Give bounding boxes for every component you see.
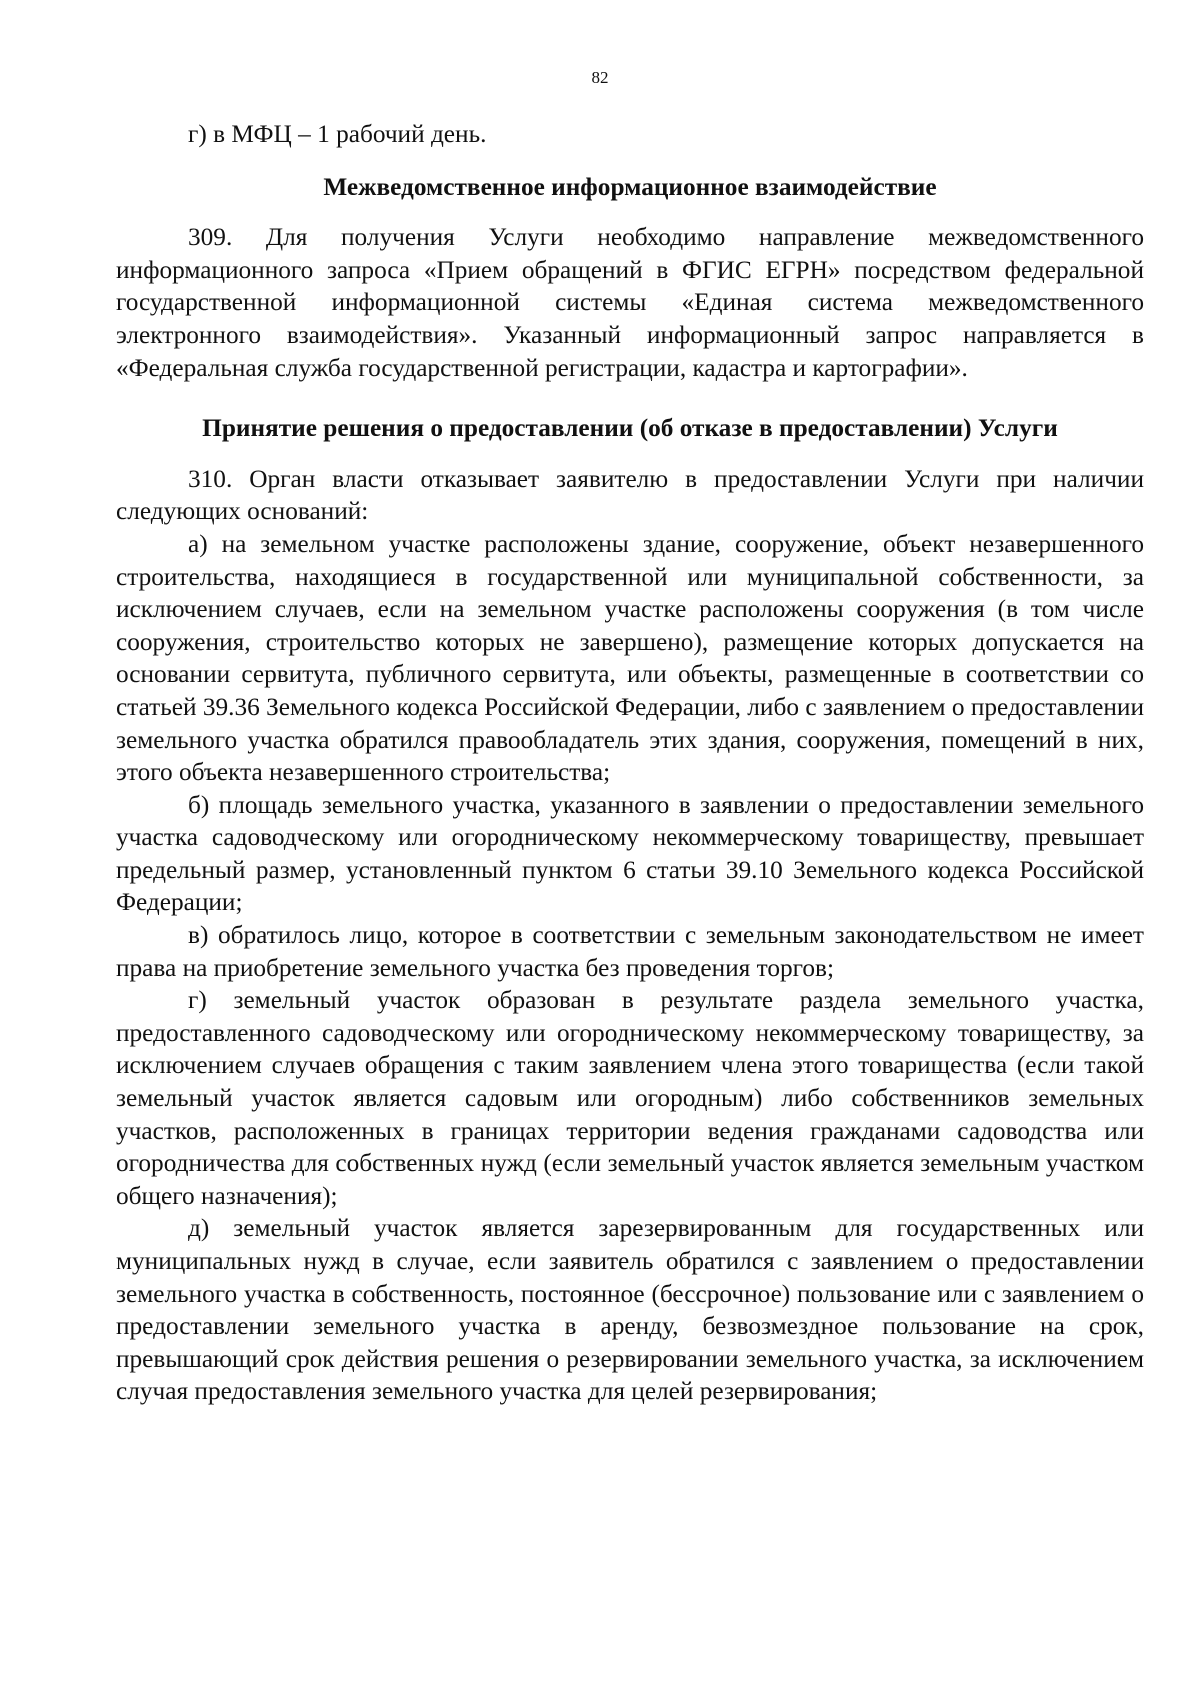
list-item-v: в) обратилось лицо, которое в соответствии с земельным законодательством не имеет права на приобретение земельного участка без проведения торгов;: [116, 921, 1144, 982]
document-body: [116, 118, 1144, 1408]
page-number: 82: [591, 68, 609, 87]
list-item-b: б) площадь земельного участка, указанного в заявлении о предоставлении земельного участка садоводческому или огородническому некоммерческому товариществу, превышает предельный размер, установленный пунктом 6 статьи 39.10 Земельного кодекса Российской Федерации;: [116, 790, 1144, 917]
list-item-a: а) на земельном участке расположены здание, сооружение, объект незавершенного строительства, находящиеся в государственной или муниципальной собственности, за исключением случаев, если на земельном участке расположены сооружения (в том числе сооружения, строительство которых не завершено), размещение которых допускается на основании сервитута, публичного сервитута, или объекты, размещенные в соответствии со статьей 39.36 Земельного кодекса Российской Федерации, либо с заявлением о предоставлении земельного участка обратился правообладатель этих здания, сооружения, помещений в них, этого объекта незавершенного строительства;: [116, 529, 1144, 787]
list-item-d: д) земельный участок является зарезервированным для государственных или муниципальных нужд в случае, если заявитель обратился с заявлением о предоставлении земельного участка в собственность, постоянное (бессрочное) пользование или с заявлением о предоставлении земельного участка в аренду, безвозмездное пользование на срок, превышающий срок действия решения о резервировании земельного участка, за исключением случая предоставления земельного участка для целей резервирования;: [116, 1214, 1144, 1406]
paragraph-309: 309. Для получения Услуги необходимо направление межведомственного информационного запроса «Прием обращений в ФГИС ЕГРН» посредством федеральной государственной информационной системы «Единая система межведомственного электронного взаимодействия». Указанный информационный запрос направляется в «Федеральная служба государственной регистрации, кадастра и картографии».: [116, 223, 1144, 382]
section-heading-decision: Принятие решения о предоставлении (об отказе в предоставлении) Услуги: [202, 414, 1058, 443]
list-item-g: г) земельный участок образован в результате раздела земельного участка, предоставленного садоводческому или огородническому некоммерческому товариществу, за исключением случаев обращения с таким заявлением члена этого товарищества (если такой земельный участок является садовым или огородным) либо собственников земельных участков, расположенных в границах территории ведения гражданами садоводства или огородничества для собственных нужд (если земельный участок является земельным участком общего назначения);: [116, 986, 1144, 1210]
paragraph-310: 310. Орган власти отказывает заявителю в предоставлении Услуги при наличии следующих оснований:: [116, 464, 1144, 526]
paragraph-g-mfc: г) в МФЦ – 1 рабочий день.: [188, 120, 487, 148]
section-heading-interagency: Межведомственное информационное взаимодействие: [323, 172, 937, 201]
